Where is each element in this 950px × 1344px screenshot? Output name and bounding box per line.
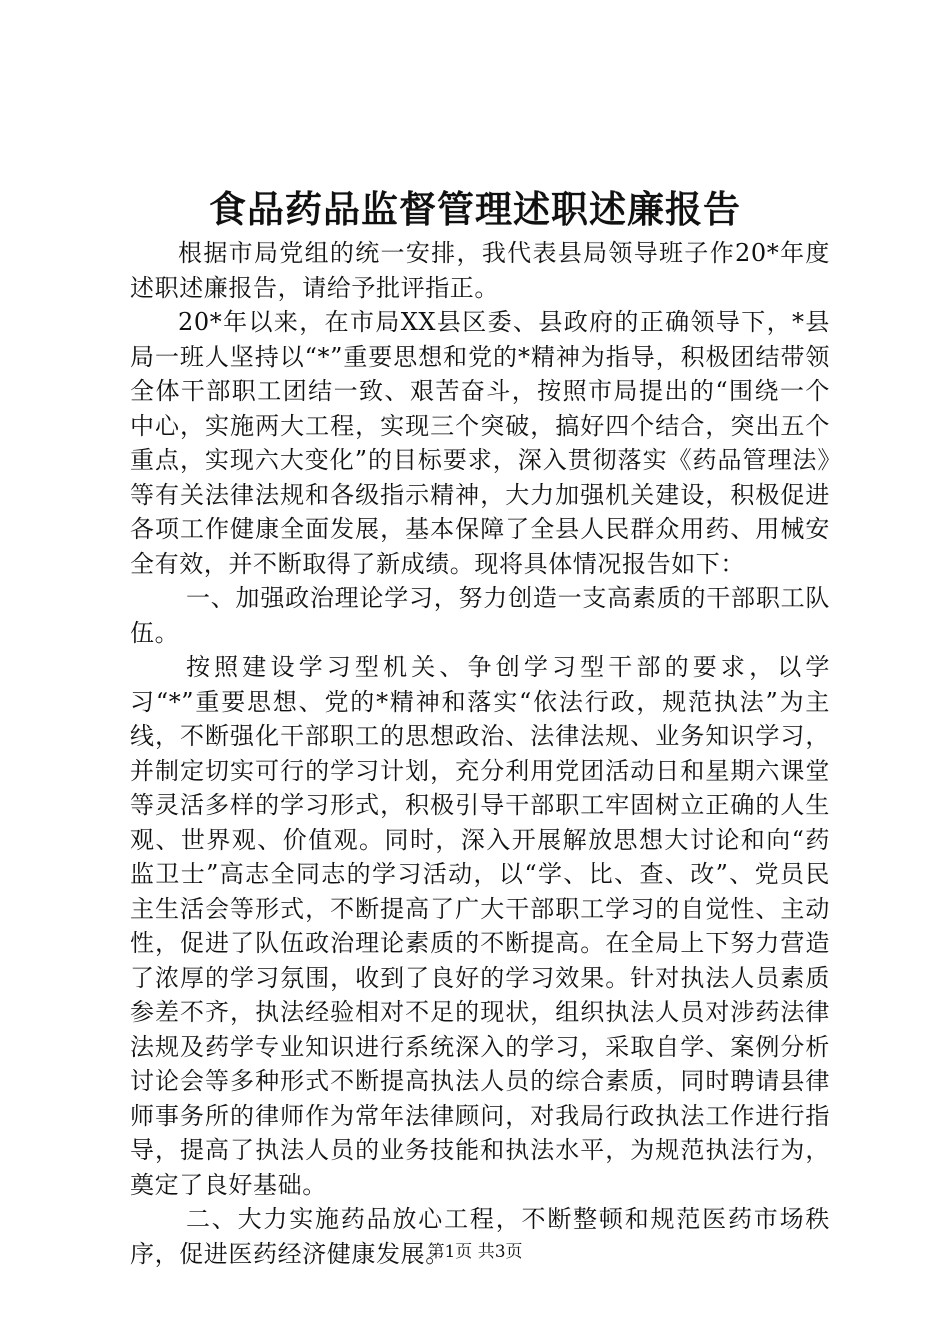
document-body [130,236,830,1271]
paragraph-overview: 20*年以来，在市局XX县区委、县政府的正确领导下，*县局一班人坚持以“*”重要思想和党的*精神为指导，积极团结带领全体干部职工团结一致、艰苦奋斗，按照市局提出的“围绕一个中心，实施两大工程，实现三个突破，搞好四个结合，突出五个重点，实现六大变化”的目标要求，深入贯彻落实《药品管理法》等有关法律法规和各级指示精神，大力加强机关建设，积极促进各项工作健康全面发展，基本保障了全县人民群众用药、用械安全有效，并不断取得了新成绩。现将具体情况报告如下： [130,308,830,578]
document-title: 食品药品监督管理述职述廉报告 [209,187,741,231]
paragraph-intro: 根据市局党组的统一安排，我代表县局领导班子作20*年度述职述廉报告，请给予批评指正。 [130,239,830,302]
page-number-footer: 第1页 共3页 [427,1242,523,1262]
section-heading-1: 一、加强政治理论学习，努力创造一支高素质的干部职工队伍。 [130,584,830,647]
paragraph-section-1-body: 按照建设学习型机关、争创学习型干部的要求，以学习“*”重要思想、党的*精神和落实“依法行政，规范执法”为主线，不断强化干部职工的思想政治、法律法规、业务知识学习，并制定切实可行的学习计划，充分利用党团活动日和星期六课堂等灵活多样的学习形式，积极引导干部职工牢固树立正确的人生观、世界观、价值观。同时，深入开展解放思想大讨论和向“药监卫士”高志全同志的学习活动，以“学、比、查、改”、党员民主生活会等形式，不断提高了广大干部职工学习的自觉性、主动性，促进了队伍政治理论素质的不断提高。在全局上下努力营造了浓厚的学习氛围，收到了良好的学习效果。针对执法人员素质参差不齐，执法经验相对不足的现状，组织执法人员对涉药法律法规及药学专业知识进行系统深入的学习，采取自学、案例分析讨论会等多种形式不断提高执法人员的综合素质，同时聘请县律师事务所的律师作为常年法律顾问，对我局行政执法工作进行指导，提高了执法人员的业务技能和执法水平，为规范执法行为，奠定了良好基础。 [130,653,830,1199]
section-heading-2: 二、大力实施药品放心工程，不断整顿和规范医药市场秩序，促进医药经济健康发展。 [130,1205,830,1268]
